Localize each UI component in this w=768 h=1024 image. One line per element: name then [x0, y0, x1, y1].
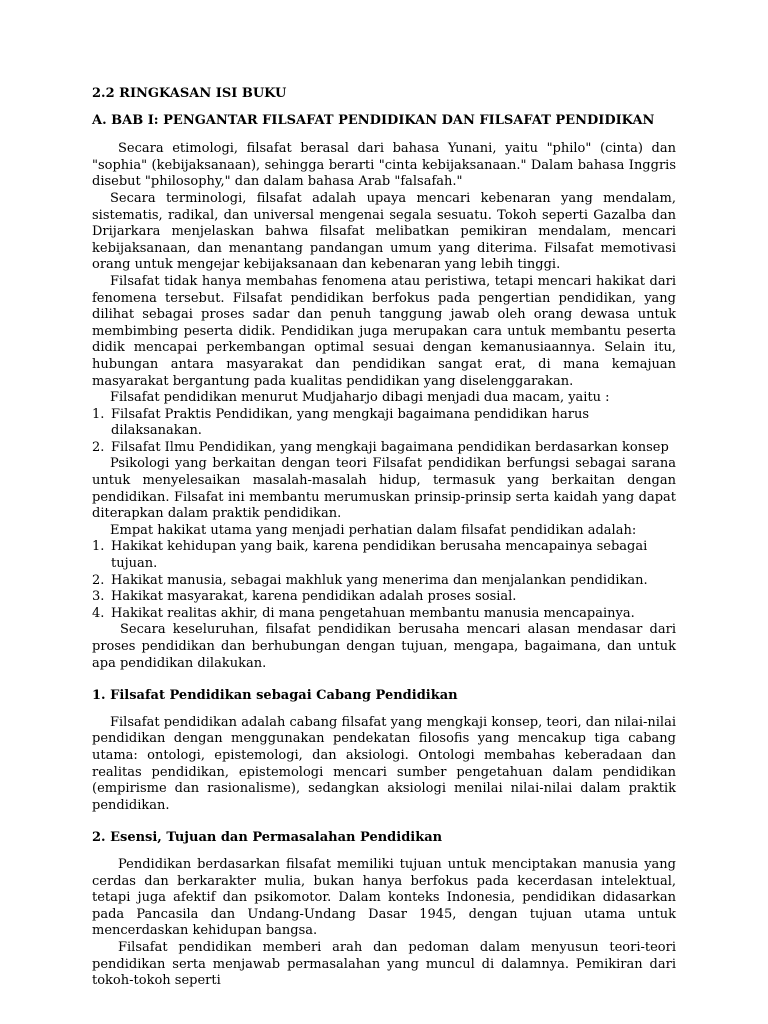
- list-item: [92, 440, 676, 457]
- list-item: [92, 407, 676, 440]
- paragraph-psikologi: Psikologi yang berkaitan dengan teori Filsafat pendidikan berfungsi sebagai sarana untuk menyelesaikan masalah-masalah hidup, termasuk yang berkaitan dengan pendidikan. Filsafat ini membantu merumuskan prinsip-prinsip serta kaidah yang dapat diterapkan dalam praktik pendidikan.: [92, 456, 676, 522]
- subsection-1-text: Filsafat pendidikan adalah cabang filsafat yang mengkaji konsep, teori, dan nilai-nilai pendidikan dengan menggunakan pendekatan filosofis yang mencakup tiga cabang utama: ontologi, epistemologi, dan aksiologi. Ontologi membahas keberadaan dan realitas pendidikan, epistemologi mencari sumber pengetahuan dalam pendidikan (empirisme dan rasionalisme), sedangkan aksiologi menilai nilai-nilai dalam praktik pendidikan.: [92, 714, 676, 813]
- list-text: Hakikat masyarakat, karena pendidikan adalah proses sosial.: [111, 589, 517, 605]
- subsection-1-title: 1. Filsafat Pendidikan sebagai Cabang Pendidikan: [92, 688, 458, 704]
- list-hakikat: [92, 539, 676, 622]
- list-types: [92, 407, 676, 457]
- list-text: Hakikat realitas akhir, di mana pengetahuan membantu manusia mencapainya.: [111, 605, 635, 621]
- paragraph-etimologi: Secara etimologi, filsafat berasal dari bahasa Yunani, yaitu "philo" (cinta) dan "sophia" (kebijaksanaan), sehingga berarti "cinta kebijaksanaan." Dalam bahasa Inggris disebut "philosophy," dan dalam bahasa Arab "falsafah.": [92, 141, 676, 190]
- paragraph-fenomena: Filsafat tidak hanya membahas fenomena atau peristiwa, tetapi mencari hakikat dari fenomena tersebut. Filsafat pendidikan berfokus pada pengertian pendidikan, yang dilihat sebagai proses sadar dan penuh tanggung jawab oleh orang dewasa untuk membimbing peserta didik. Pendidikan juga merupakan cara untuk membantu peserta didik mencapai perkembangan optimal sesuai dengan kemanusiaannya. Selain itu, hubungan antara masyarakat dan pendidikan sangat erat, di mana kemajuan masyarakat bergantung pada kualitas pendidikan yang diselenggarakan.: [92, 273, 676, 389]
- subsection-2-paragraph: Filsafat pendidikan memberi arah dan pedoman dalam menyusun teori-teori pendidikan serta menjawab permasalahan yang muncul di dalamnya. Pemikiran dari tokoh-tokoh seperti: [92, 939, 676, 989]
- list-item: [92, 573, 676, 590]
- list-text: Filsafat Praktis Pendidikan, yang mengkaji bagaimana pendidikan harus dilaksanakan.: [111, 406, 589, 439]
- paragraph-mudjaharjo: Filsafat pendidikan menurut Mudjaharjo dibagi menjadi dua macam, yaitu :: [110, 390, 610, 406]
- subsection-2-title: 2. Esensi, Tujuan dan Permasalahan Pendidikan: [92, 830, 443, 846]
- subsection-2-paragraph: Pendidikan berdasarkan filsafat memiliki tujuan untuk menciptakan manusia yang cerdas dan berkarakter mulia, bukan hanya berfokus pada kecerdasan intelektual, tetapi juga afektif dan psikomotor. Dalam konteks Indonesia, pendidikan didasarkan pada Pancasila dan Undang-Undang Dasar 1945, dengan tujuan utama untuk mencerdaskan kehidupan bangsa.: [92, 856, 676, 939]
- list-number: 3.: [92, 589, 105, 605]
- list-number: 1.: [92, 539, 105, 555]
- list-number: 2.: [92, 439, 105, 455]
- list-number: 1.: [92, 406, 105, 422]
- list-number: 4.: [92, 605, 105, 621]
- list-text: Hakikat kehidupan yang baik, karena pendidikan berusaha mencapainya sebagai tujuan.: [111, 539, 648, 572]
- list-item: [92, 606, 676, 623]
- document-content: [92, 86, 676, 990]
- list-number: 2.: [92, 572, 105, 588]
- paragraph-terminologi: Secara terminologi, filsafat adalah upaya mencari kebenaran yang mendalam, sistematis, radikal, dan universal mengenai segala sesuatu. Tokoh seperti Gazalba dan Drijarkara menjelaskan bahwa filsafat melibatkan pemikiran mendalam, mencari kebijaksanaan, dan menantang pandangan umum yang diterima. Filsafat memotivasi orang untuk mengejar kebijaksanaan dan kebenaran yang lebih tinggi.: [92, 190, 676, 273]
- list-item: [92, 539, 676, 572]
- chapter-title: A. BAB I: PENGANTAR FILSAFAT PENDIDIKAN DAN FILSAFAT PENDIDIKAN: [92, 112, 655, 128]
- list-text: Filsafat Ilmu Pendidikan, yang mengkaji bagaimana pendidikan berdasarkan konsep: [111, 439, 669, 455]
- paragraph-summary: Secara keseluruhan, filsafat pendidikan berusaha mencari alasan mendasar dari proses pendidikan dan berhubungan dengan tujuan, mengapa, bagaimana, dan untuk apa pendidikan dilakukan.: [92, 622, 676, 671]
- section-title: 2.2 RINGKASAN ISI BUKU: [92, 86, 287, 101]
- list-text: Hakikat manusia, sebagai makhluk yang menerima dan menjalankan pendidikan.: [111, 572, 648, 588]
- paragraph-hakikat-intro: Empat hakikat utama yang menjadi perhatian dalam filsafat pendidikan adalah:: [110, 522, 637, 538]
- list-item: [92, 589, 676, 606]
